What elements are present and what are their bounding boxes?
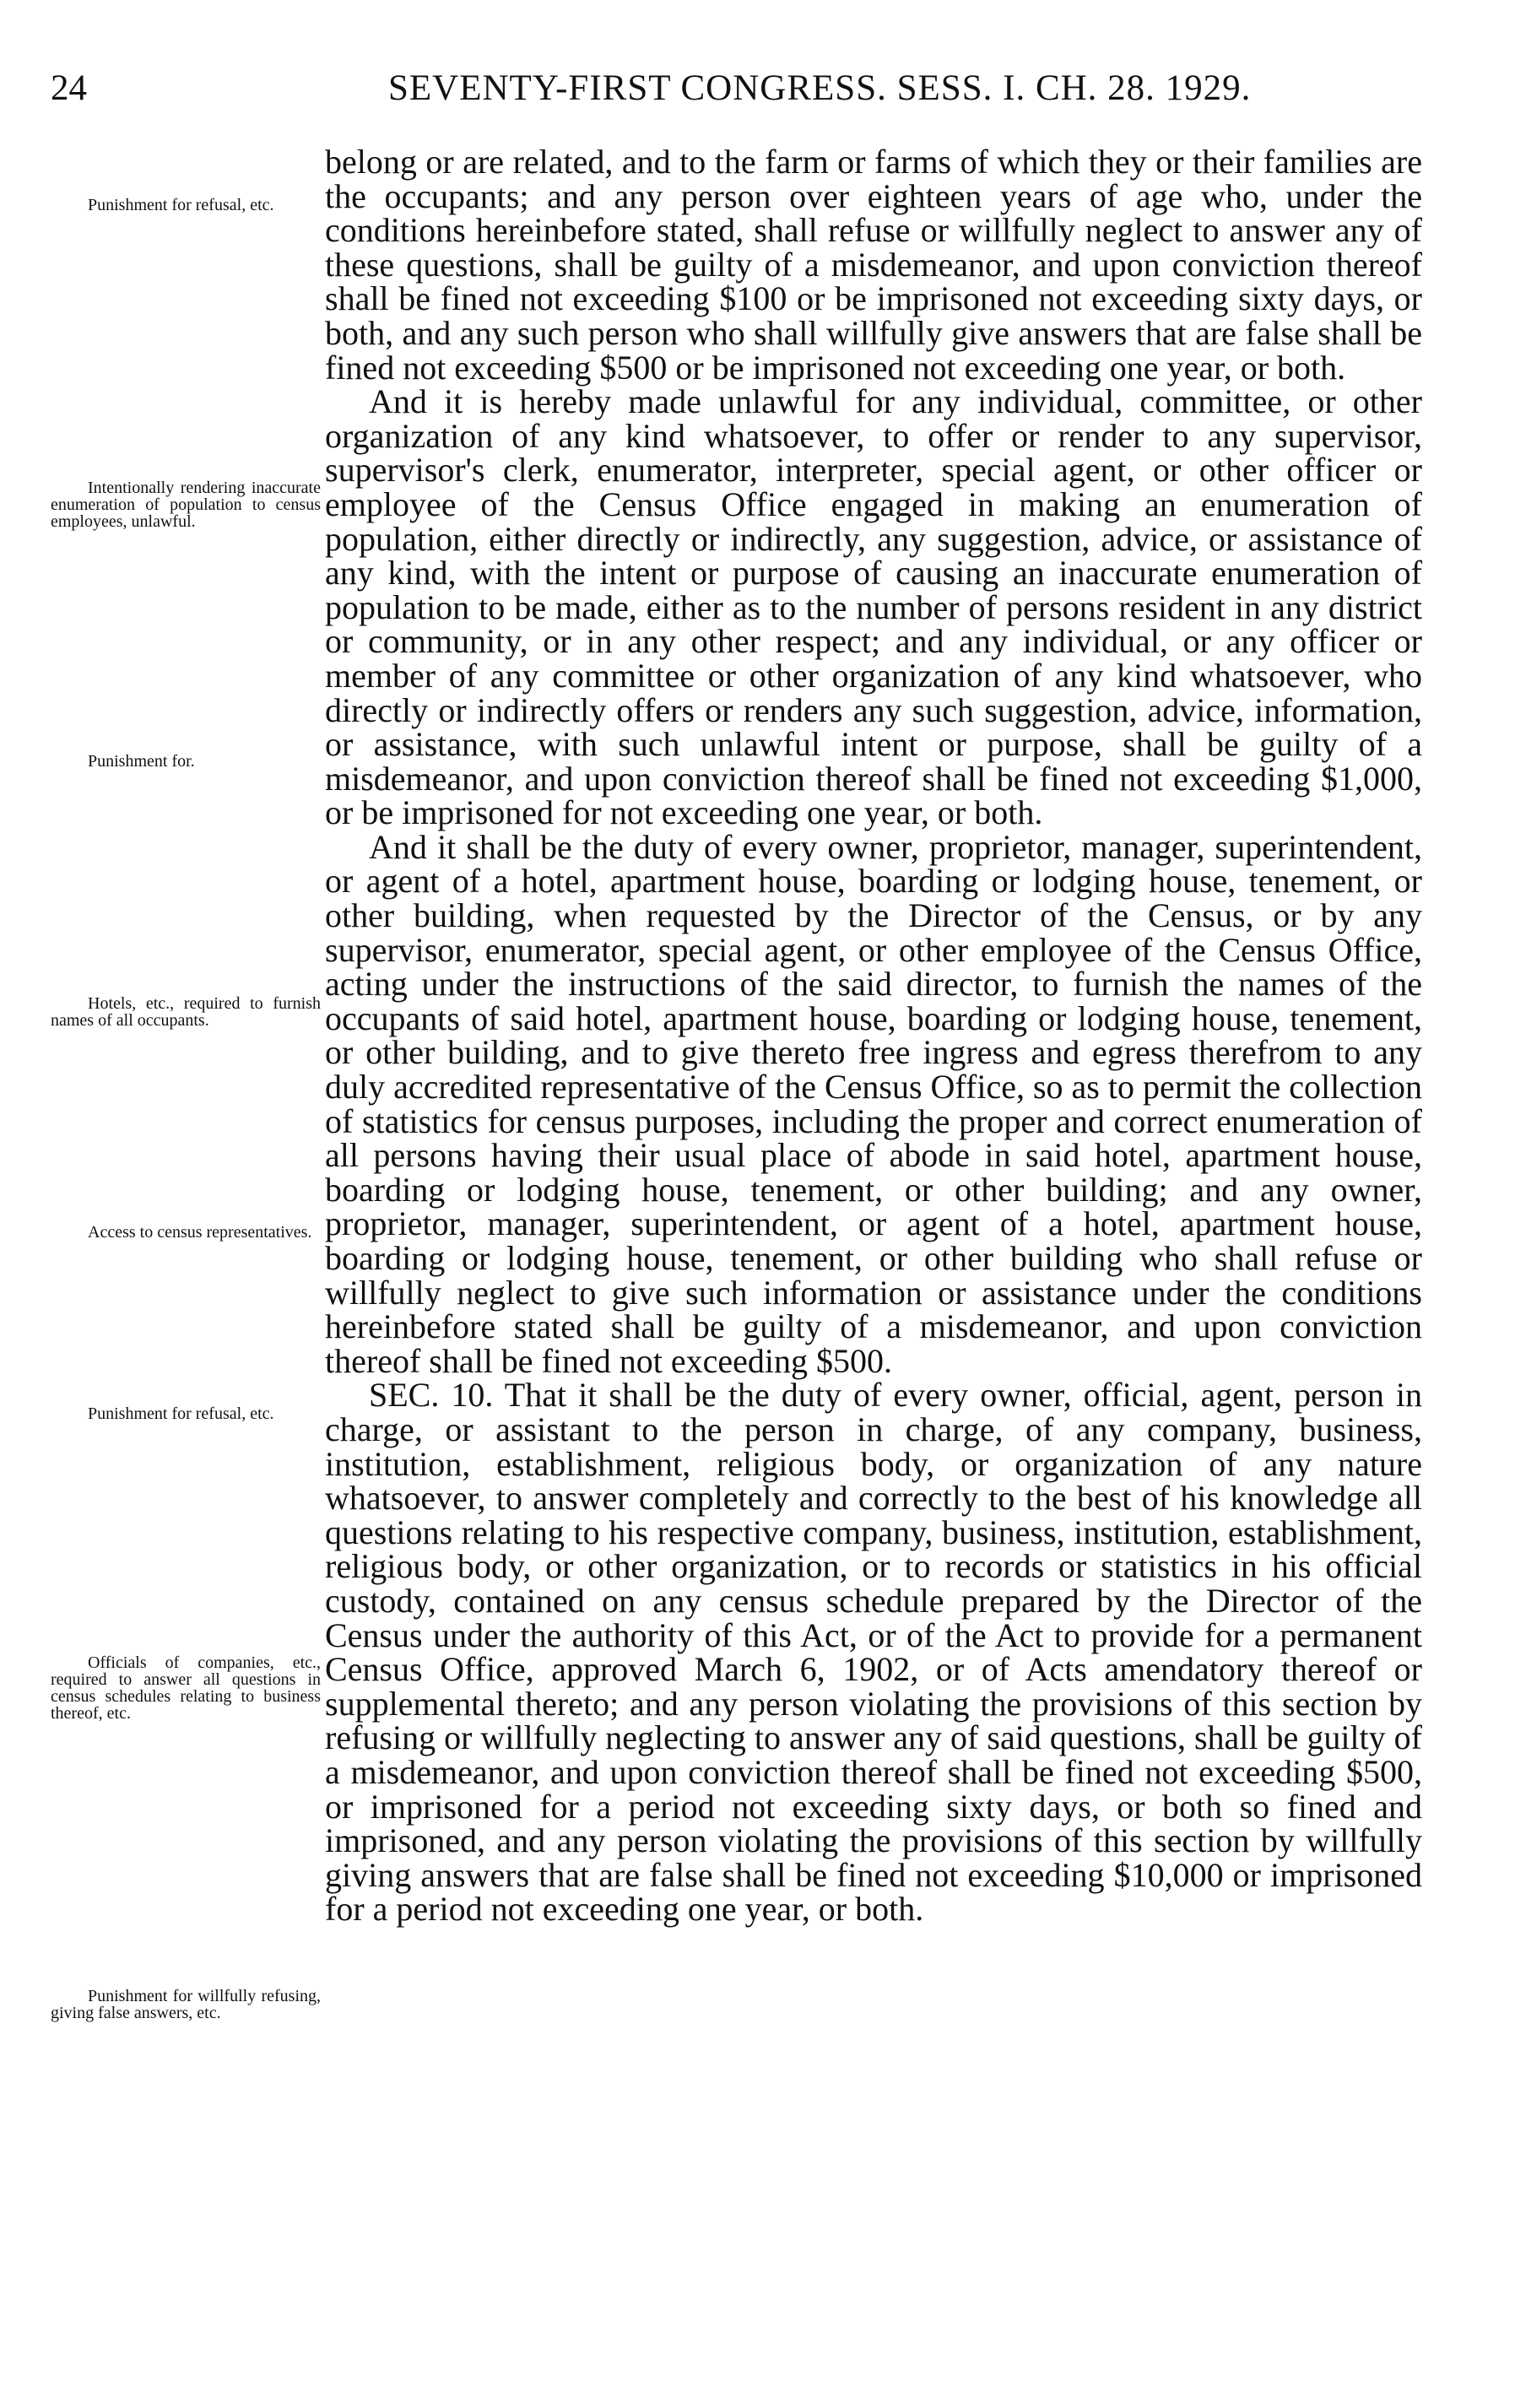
paragraph: And it shall be the duty of every owner, proprietor, manager, superintendent, or agent of a hotel, apartment house, boarding or lodging house, tenement, or other building, when requested by the Director of the Census, or by any supervisor, enumerator, special agent, or other employee of the Census Office, acting under the instructions of the said director, to furnish the names of the occupants of said hotel, apartment house, boarding or lodging house, tenement, or other building, and to give thereto free ingress and egress therefrom to any duly accredited representative of the Census Office, so as to permit the collection of statistics for census purposes, including the proper and correct enumeration of all persons having their usual place of abode in said hotel, apartment house, boarding or lodging house, tenement, or other building; and any owner, proprietor, manager, superintendent, or agent of a hotel, apartment house, boarding or lodging house, tenement, or other building who shall refuse or willfully neglect to give such information or assistance under the conditions hereinbefore stated shall be guilty of a misdemeanor, and upon conviction thereof shall be fined not exceeding $500. <box>325 827 1422 1380</box>
margin-note: Officials of companies, etc., required to answer all questions in census schedules relating to business thereof, etc. <box>51 1653 321 1723</box>
margin-note: Punishment for refusal, etc. <box>88 196 274 214</box>
margin-note: Intentionally rendering inaccurate enumeration of population to census employees, unlawful. <box>51 479 321 531</box>
page-number: 24 <box>51 68 87 108</box>
page-header <box>51 68 1435 118</box>
margin-note: Punishment for. <box>88 752 195 771</box>
margin-note: Hotels, etc., required to furnish names of all occupants. <box>51 994 321 1030</box>
body-text <box>325 145 1422 1927</box>
paragraph: SEC. 10. That it shall be the duty of every owner, official, agent, person in charge, or assistant to the person in charge, of any company, business, institution, establishment, religious body, or organization of any nature whatsoever, to answer completely and correctly to the best of his knowledge all questions relating to his respective company, business, institution, establishment, religious body, or other organization, or to records or statistics in his official custody, contained on any census schedule prepared by the Director of the Census under the authority of this Act, or of the Act to provide for a permanent Census Office, approved March 6, 1902, or of Acts amendatory thereof or supplemental thereto; and any person violating the provisions of this section by refusing or willfully neglecting to answer any of said questions, shall be guilty of a misdemeanor, and upon conviction thereof shall be fined not exceeding $500, or imprisoned for a period not exceeding sixty days, or both so fined and imprisoned, and any person violating the provisions of this section by willfully giving answers that are false shall be fined not exceeding $10,000 or imprisoned for a period not exceeding one year, or both. <box>325 1376 1422 1929</box>
margin-note: Access to census representatives. <box>88 1223 312 1242</box>
running-title: SEVENTY-FIRST CONGRESS. SESS. I. CH. 28. 1929. <box>388 68 1252 108</box>
margin-note: Punishment for refusal, etc. <box>88 1404 274 1423</box>
paragraph: And it is hereby made unlawful for any individual, committee, or other organization of any kind whatsoever, to offer or render to any supervisor, supervisor's clerk, enumerator, interpreter, special agent, or other officer or employee of the Census Office engaged in making an enumeration of population, either directly or indirectly, any suggestion, advice, or assistance of any kind, with the intent or purpose of causing an inaccurate enumeration of population to be made, either as to the number of persons resident in any district or community, or in any other respect; and any individual, or any officer or member of any committee or other organization of any kind whatsoever, who directly or indirectly offers or renders any such suggestion, advice, information, or assistance, with such unlawful intent or purpose, shall be guilty of a misdemeanor, and upon conviction thereof shall be fined not exceeding $1,000, or be imprisoned for not exceeding one year, or both. <box>325 382 1422 832</box>
margin-note: Punishment for willfully refusing, giving false answers, etc. <box>51 1987 321 2022</box>
paragraph: belong or are related, and to the farm or farms of which they or their families are the occupants; and any person over eighteen years of age who, under the conditions hereinbefore stated, shall refuse or willfully neglect to answer any of these questions, shall be guilty of a misdemeanor, and upon conviction thereof shall be fined not exceeding $100 or be imprisoned not exceeding sixty days, or both, and any such person who shall willfully give answers that are false shall be fined not exceeding $500 or be imprisoned not exceeding one year, or both. <box>325 143 1422 387</box>
